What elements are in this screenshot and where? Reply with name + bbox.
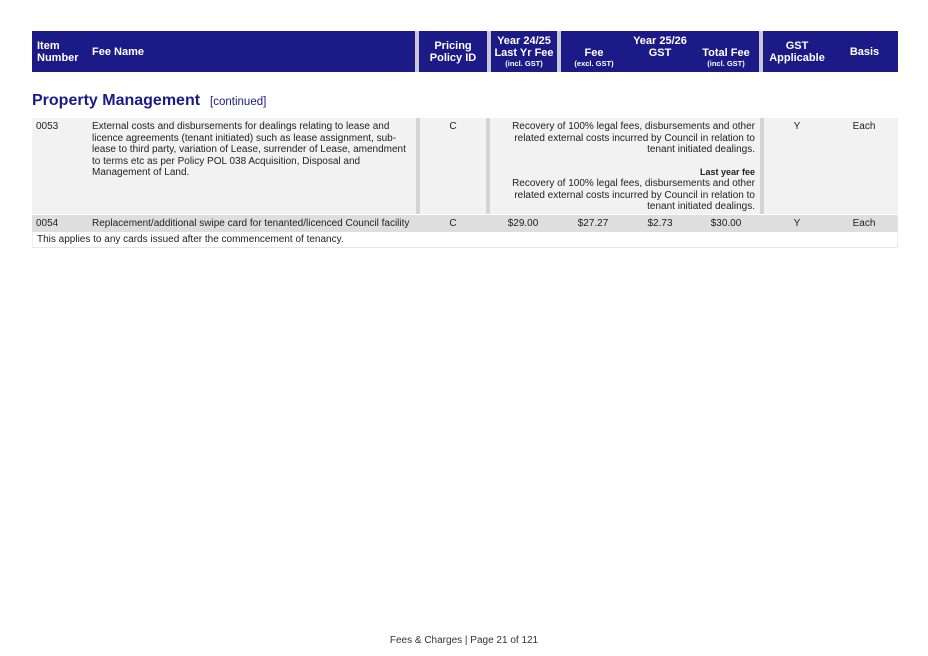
header-fee-excl [561, 31, 627, 72]
header-basis-label: Basis [849, 45, 880, 58]
gst-applicable: Y [793, 218, 801, 229]
header-fee-name [92, 31, 392, 72]
fee-excl-gst: $27.27 [577, 218, 609, 229]
pricing-policy: C [449, 218, 457, 229]
header-total-fee-sub: (incl. GST) [707, 58, 745, 68]
header-item-number-line1: Item [37, 39, 60, 52]
header-gst-app-line2: Applicable [769, 51, 825, 64]
section-title [32, 92, 266, 110]
section-title-text: Property Management [32, 92, 201, 109]
last-year-label: Last year fee [699, 166, 755, 177]
header-last-yr-fee [491, 31, 557, 72]
header-year2526: Year 25/26 [633, 34, 687, 47]
item-number: 0053 [36, 121, 59, 132]
header-item-number [37, 31, 87, 72]
basis: Each [852, 218, 876, 229]
fee-text: Recovery of 100% legal fees, disbursements and other related external costs incurred by Council in relation to tenant initiated dealings. [512, 121, 755, 155]
header-pricing-line1: Pricing [434, 39, 472, 52]
header-total-fee [693, 31, 759, 72]
header-fee-sub: (excl. GST) [574, 58, 614, 68]
last-year-text: Recovery of 100% legal fees, disbursements and other related external costs incurred by Council in relation to tenant initiated dealings. [512, 178, 755, 212]
header-basis [831, 31, 898, 72]
header-item-number-line2: Number [37, 51, 79, 64]
item-number: 0054 [36, 218, 59, 229]
fee-name: External costs and disbursements for dealings relating to lease and licence agreements (tenant initiated) such as lease assignment, sub-lease to third party, variation of Lease, surrender of Lease, amendment to terms etc as per Policy POL 038 Acquisition, Disposal and Management of Land. [92, 121, 406, 178]
header-fee-name-label: Fee Name [92, 45, 144, 58]
header-year2425-line1: Year 24/25 [497, 34, 551, 47]
header-total-fee-label: Total Fee [702, 46, 750, 59]
table-header [32, 31, 898, 72]
fee-description [506, 121, 755, 213]
header-gst [627, 31, 693, 72]
header-gst-app-line1: GST [785, 39, 809, 52]
section-continued: [continued] [210, 96, 267, 108]
header-gst-label: GST [648, 46, 672, 59]
header-pricing-line2: Policy ID [429, 51, 477, 64]
fee-name: Replacement/additional swipe card for tenanted/licenced Council facility [92, 218, 410, 229]
page-footer: Fees & Charges | Page 21 of 121 [389, 635, 539, 646]
header-year2425-sub: (incl. GST) [505, 58, 543, 68]
header-pricing-policy [419, 31, 487, 72]
table-row [32, 215, 898, 232]
gst-applicable: Y [793, 121, 801, 132]
header-fee-label: Fee [584, 46, 604, 59]
basis: Each [852, 121, 876, 132]
table-row [32, 118, 898, 214]
header-gst-applicable [763, 31, 831, 72]
last-yr-fee: $29.00 [507, 218, 539, 229]
header-year2425-line2: Last Yr Fee [494, 46, 554, 59]
total-fee: $30.00 [710, 218, 742, 229]
column-divider [486, 118, 490, 214]
gst-amount: $2.73 [647, 218, 673, 229]
pricing-policy: C [449, 121, 457, 132]
fee-note: This applies to any cards issued after the commencement of tenancy. [37, 234, 344, 245]
table-row-note [32, 232, 898, 248]
